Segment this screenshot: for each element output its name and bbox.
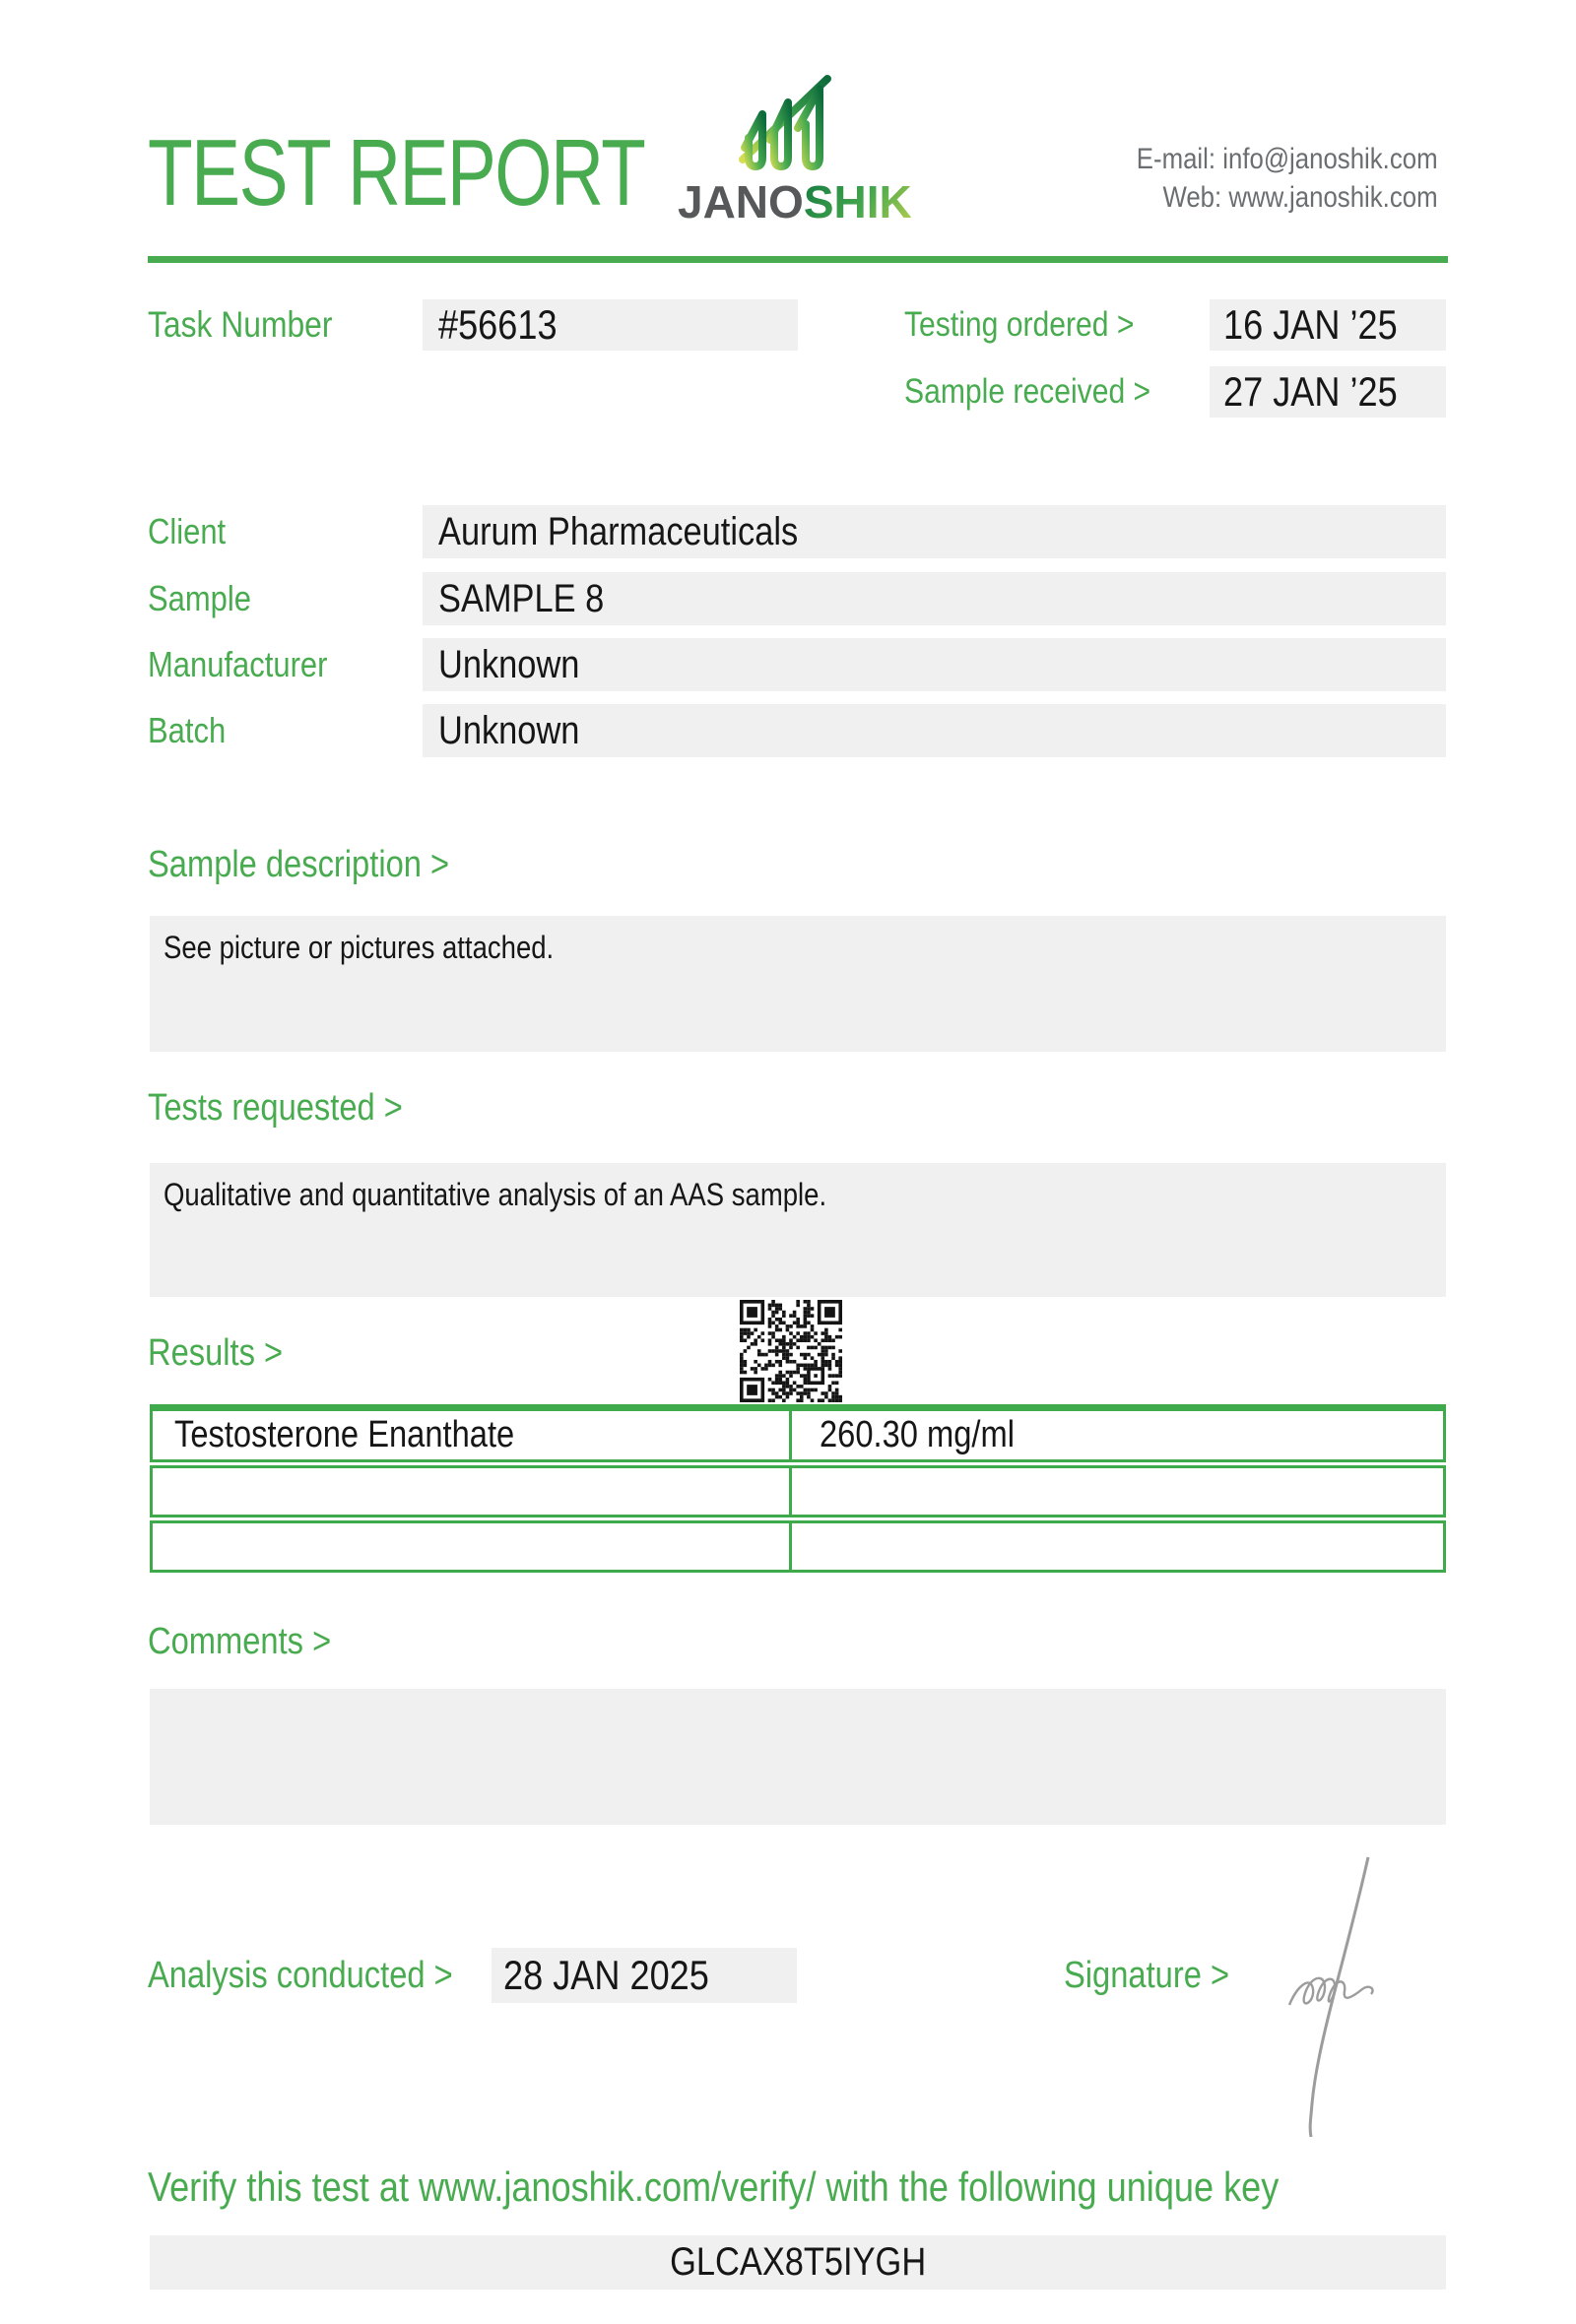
web-value: www.janoshik.com: [1228, 181, 1438, 214]
result-value-cell: [792, 1468, 1443, 1515]
results-heading: Results >: [148, 1332, 284, 1374]
result-substance-cell: [153, 1468, 792, 1515]
wordmark-gray-part: JANO: [678, 176, 804, 227]
client-label: Client: [148, 511, 227, 551]
testing-ordered-label: Testing ordered >: [904, 305, 1135, 344]
page-title: TEST REPORT: [148, 120, 645, 226]
batch-label: Batch: [148, 710, 227, 750]
wordmark-green-part: SHIK: [803, 176, 912, 227]
sample-description-heading: Sample description >: [148, 844, 450, 885]
comments-heading: Comments >: [148, 1621, 332, 1662]
table-row: [150, 1520, 1446, 1573]
sample-label: Sample: [148, 578, 251, 618]
table-row: [150, 1465, 1446, 1517]
sample-value: SAMPLE 8: [423, 572, 1446, 625]
tests-requested-box: Qualitative and quantitative analysis of an AAS sample.: [150, 1163, 1446, 1297]
header-divider: [148, 256, 1448, 263]
sample-description-box: See picture or pictures attached.: [150, 916, 1446, 1052]
analysis-conducted-value: 28 JAN 2025: [492, 1948, 797, 2003]
batch-value: Unknown: [423, 704, 1446, 757]
signature-label: Signature >: [1064, 1955, 1230, 1996]
web-label: Web:: [1162, 181, 1222, 214]
unique-key-bar: GLCAX8T5IYGH: [150, 2235, 1446, 2290]
result-value-cell: 260.30 mg/ml: [820, 1414, 1016, 1455]
client-value: Aurum Pharmaceuticals: [423, 505, 1446, 558]
contact-web-line: [1087, 178, 1438, 217]
results-table: [150, 1404, 1446, 1576]
verify-instruction: Verify this test at www.janoshik.com/verify/ with the following unique key: [148, 2163, 1280, 2210]
result-substance-cell: Testosterone Enanthate: [153, 1411, 792, 1459]
comments-box: [150, 1689, 1446, 1825]
table-row: [150, 1404, 1446, 1462]
signature-image: [1266, 1849, 1433, 2145]
contact-block: [1087, 140, 1438, 217]
analysis-conducted-label: Analysis conducted >: [148, 1955, 453, 1996]
qr-code: [740, 1300, 842, 1402]
testing-ordered-value: 16 JAN ’25: [1210, 299, 1446, 351]
task-number-value: #56613: [423, 299, 798, 351]
tests-requested-heading: Tests requested >: [148, 1087, 403, 1129]
email-label: E-mail:: [1137, 143, 1216, 175]
manufacturer-value: Unknown: [423, 638, 1446, 691]
email-value: info@janoshik.com: [1222, 143, 1438, 175]
task-number-label: Task Number: [148, 304, 333, 345]
manufacturer-label: Manufacturer: [148, 644, 328, 684]
sample-received-label: Sample received >: [904, 372, 1151, 411]
janoshik-logo-icon: [737, 67, 835, 171]
contact-email-line: [1087, 140, 1438, 178]
janoshik-wordmark: [678, 175, 912, 228]
result-substance-cell: [153, 1523, 792, 1570]
result-value-cell: [792, 1523, 1443, 1570]
sample-received-value: 27 JAN ’25: [1210, 366, 1446, 418]
